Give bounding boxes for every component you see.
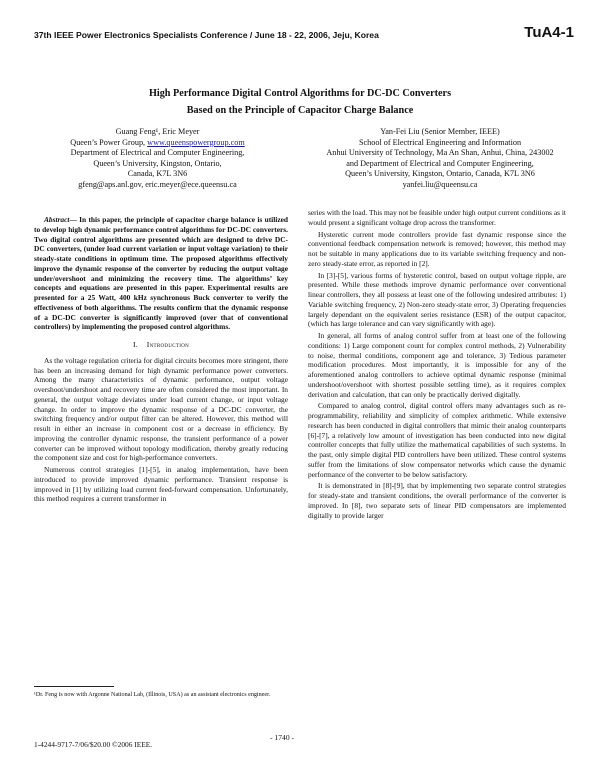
author-affiliation-4: Queen’s University, Kingston, Ontario, Canada, K7L 3N6 bbox=[345, 169, 535, 179]
author-email: gfeng@aps.anl.gov, eric.meyer@ece.queensu.ca bbox=[78, 179, 237, 189]
author-affiliation-4: Canada, K7L 3N6 bbox=[127, 169, 188, 179]
section-heading-introduction bbox=[34, 340, 288, 350]
author-affiliation-2: Department of Electrical and Computer Engineering, bbox=[70, 148, 245, 158]
body-paragraph: In general, all forms of analog control suffer from at least one of the following conditions: 1) Large component count for complex control methods, 2) Vulnerability to noise, thermal conditions, component age and tolerance, 3) Tedious parameter modification procedures. Most importantly, it is impossible for any of the aforementioned analog controllers to achieve optimal dynamic response (minimal undershoot/overshoot with shortest possible settling time), as it requires complex derivation and calculation, that can only be practically derived digitally. bbox=[308, 331, 566, 399]
author-names: Guang Feng¹, Eric Meyer bbox=[115, 127, 200, 136]
footnote: ¹Dr. Feng is now with Argonne National Lab, (Illinois, USA) as an assistant electronics engineer. bbox=[34, 692, 271, 698]
author-name: Yan-Fei Liu (Senior Member, IEEE) bbox=[380, 127, 500, 136]
group-website-link[interactable]: www.queenspowergroup.com bbox=[147, 137, 245, 147]
body-paragraph: As the voltage regulation criteria for digital circuits becomes more stringent, there has been an increasing demand for high dynamic performance power converters. Among the many characteristics of dynamic performance, output voltage overshoot/undershoot and recovery time are often considered the most important. In general, the output voltage deviates under load current change, or input voltage change. In order to improve the dynamic response of a DC-DC converter, the switching frequency and/or output filter can be altered. However, this method will result in either an increase in component cost or a decrease in efficiency. By improving the controller dynamic response, the transient performance of a power converter can be improved without topology modification, thereby greatly reducing the component size and cost for high-performance converters. bbox=[34, 355, 288, 463]
body-paragraph: Numerous control strategies [1]-[5], in analog implementation, have been introduced to provide improved dynamic performance. Transient response is improved in [1] by utilizing load current feed-forward compensation. Unfortunately, this method requires a current transformer in bbox=[34, 465, 288, 504]
footnote-divider bbox=[34, 686, 114, 687]
body-paragraph: In [3]-[5], various forms of hysteretic control, based on output voltage ripple, are presented. While these methods improve dynamic performance over conventional linear controllers, they all possess at least one of the following undesired attributes: 1) Variable switching frequency, 2) Non-zero steady-state error, 3) Operating frequencies largely dependant on the equivalent series resistance (ESR) of the output capacitor, (which has large tolerance and can vary significantly with age). bbox=[308, 270, 566, 329]
section-number: I. bbox=[132, 340, 138, 349]
paper-title-line-2: Based on the Principle of Capacitor Charge Balance bbox=[186, 105, 414, 116]
paper-title-line-1: High Performance Digital Control Algorithms for DC-DC Converters bbox=[148, 88, 452, 99]
body-paragraph: series with the load. This may not be feasible under high output current conditions as it would present a significant voltage drop across the transformer. bbox=[308, 208, 566, 227]
author-affiliation-2: Anhui University of Technology, Ma An Shan, Anhui, China, 243002 bbox=[326, 148, 554, 158]
author-affiliation-1 bbox=[30, 138, 285, 149]
page-number: - 1740 - bbox=[270, 733, 295, 742]
author-affiliation-3: and Department of Electrical and Computer Engineering, bbox=[346, 158, 534, 168]
author-affiliation-3: Queen’s University, Kingston, Ontario, bbox=[93, 158, 222, 168]
abstract-text: In this paper, the principle of capacitor charge balance is utilized to develop high dynamic performance control algorithms for DC-DC converters. Two digital control algorithms are presented which are designed to drive DC-DC converters, (under load current variation or input voltage variation) to their steady-state conditions in optimum time. The proposed algorithms effectively improve the dynamic response of the converter by reducing the output voltage under/overshoot and minimizing the recovery time. The algorithms’ key concepts and equations are presented in this paper. Experimental results are presented for a 25 Watt, 400 kHz synchronous Buck converter to verify the effectiveness of both algorithms. The results confirm that the dynamic response of a DC-DC converter is significantly improved (over that of conventional controllers) by implementing the proposed control algorithms. bbox=[34, 215, 288, 332]
body-paragraph: Hysteretic current mode controllers provide fast dynamic response since the conventional feedback compensation network is removed; however, this method may not be suitable in many applications due to its variable switching frequency and non-zero steady-state error, as reported in [2]. bbox=[308, 229, 566, 268]
authors-left bbox=[30, 127, 285, 191]
copyright-footer: 1-4244-9717-7/06/$20.00 ©2006 IEEE. bbox=[34, 740, 153, 749]
author-affiliation-1: School of Electrical Engineering and Information bbox=[358, 137, 522, 147]
paper-id: TuA4-1 bbox=[524, 24, 574, 41]
conference-header: 37th IEEE Power Electronics Specialists Conference / June 18 - 22, 2006, Jeju, Korea bbox=[34, 30, 379, 40]
section-title: Introduction bbox=[146, 340, 190, 349]
abstract-lead: Abstract— bbox=[44, 215, 77, 224]
right-column bbox=[308, 208, 566, 522]
body-paragraph: Compared to analog control, digital control offers many advantages such as re-programmability, reliability and simplicity of complex arithmetic. While extensive research has been conducted in digital controllers that mimic their analog counterparts [6]-[7], a relatively low amount of investigation has been conducted into new digital controller concepts that fully utilize the mathematical capabilities of such systems. In the past, only simple digital PID controllers have been utilized. These control systems suffer from the limitations of slow compensator networks which cause the dynamic performance of the converter to be below satisfactory. bbox=[308, 401, 566, 479]
body-paragraph: It is demonstrated in [8]-[9], that by implementing two separate control strategies for steady-state and transient conditions, the overall performance of the converter is improved. In [8], two separate sets of linear PID compensators are implemented digitally to provide larger bbox=[308, 481, 566, 520]
authors-right bbox=[300, 127, 580, 191]
left-column bbox=[34, 215, 288, 506]
author-email: yanfei.liu@queensu.ca bbox=[402, 179, 478, 189]
abstract bbox=[34, 215, 288, 332]
running-header bbox=[34, 24, 574, 54]
affiliation-prefix: Queen’s Power Group, bbox=[70, 137, 148, 147]
